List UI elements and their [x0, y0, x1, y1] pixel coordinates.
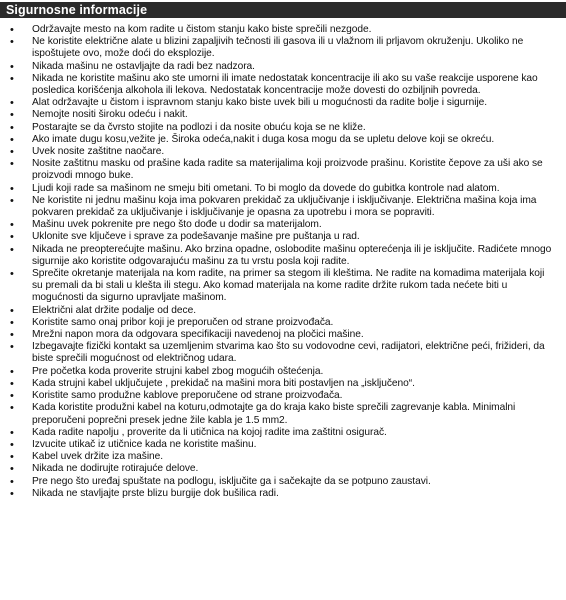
safety-item-text: Nosite zaštitnu masku od prašine kada radite sa materijalima koji proizvode prašinu. Koristite čepove za uši ako se proizvodi mnogo buke.: [32, 158, 543, 182]
safety-item-text: Sprečite okretanje materijala na kom radite, na primer sa stegom ili kleštima. Ne radite na komadima materijala koji su premali da bi stali u klešta ili stegu. Ako komad materijala na kome radite držite rukom tada nećete biti u mogućnosti da sigurno upravljate mašinom.: [32, 268, 545, 304]
safety-item-text: Ne koristite ni jednu mašinu koja ima pokvaren prekidač za uključivanje i isključivanje. Električna mašina koja ima pokvaren prekidač za uključivanje i isključivanje je opasna za upotrebu i mora se popraviti.: [32, 194, 537, 219]
bullet-icon: •: [10, 109, 14, 122]
safety-item-text: Nikada mašinu ne ostavljajte da radi bez nadzora.: [32, 60, 255, 72]
safety-item-text: Nemojte nositi široku odeću i nakit.: [32, 109, 188, 121]
safety-item-text: Kabel uvek držite iza mašine.: [32, 451, 164, 463]
safety-item-text: Uklonite sve ključeve i sprave za podešavanje mašine pre puštanja u rad.: [32, 231, 360, 243]
safety-list-item: [0, 231, 566, 243]
safety-item-text: Nikada ne stavljajte prste blizu burgije dok bušilica radi.: [32, 487, 279, 499]
safety-list-item: [0, 61, 566, 73]
safety-list-item: [0, 390, 566, 402]
bullet-icon: •: [10, 121, 14, 134]
safety-list-item: [0, 317, 566, 329]
safety-item-text: Uvek nosite zaštitne naočare.: [32, 146, 165, 158]
bullet-icon: •: [10, 304, 14, 317]
safety-item-text: Kada radite napolju , proverite da li utičnica na kojoj radite ima zaštitni osigurač.: [32, 426, 387, 438]
bullet-icon: •: [10, 219, 14, 232]
bullet-icon: •: [10, 97, 14, 110]
safety-list-item: [0, 366, 566, 378]
safety-instructions-list: [0, 24, 566, 500]
safety-list-item: [0, 341, 566, 365]
safety-list-item: [0, 146, 566, 158]
bullet-icon: •: [10, 60, 14, 73]
safety-item-text: Mašinu uvek pokrenite pre nego što dođe u dodir sa materijalom.: [32, 219, 322, 231]
safety-item-text: Koristite samo onaj pribor koji je preporučen od strane proizvođača.: [32, 316, 334, 328]
safety-list-item: [0, 36, 566, 60]
bullet-icon: •: [10, 402, 14, 415]
safety-list-item: [0, 488, 566, 500]
safety-list-item: [0, 244, 566, 268]
safety-list-item: [0, 329, 566, 341]
bullet-icon: •: [10, 146, 14, 159]
safety-item-text: Koristite samo produžne kablove preporučene od strane proizvođača.: [32, 390, 343, 402]
bullet-icon: •: [10, 426, 14, 439]
safety-item-text: Električni alat držite podalje od dece.: [32, 304, 196, 316]
bullet-icon: •: [10, 72, 14, 85]
safety-list-item: [0, 122, 566, 134]
bullet-icon: •: [10, 475, 14, 488]
safety-item-text: Izbegavajte fizički kontakt sa uzemljenim stvarima kao što su vodovodne cevi, radijatori, električne peći, frižideri, da biste sprečili mogućnost od električnog udara.: [32, 341, 545, 365]
safety-item-text: Mrežni napon mora da odgovara specifikaciji navedenoj na pločici mašine.: [32, 329, 364, 341]
bullet-icon: •: [10, 158, 14, 171]
safety-list-item: [0, 134, 566, 146]
safety-item-text: Postarajte se da čvrsto stojite na podlozi i da nosite obuću koja se ne kliže.: [32, 121, 366, 133]
safety-item-text: Nikada ne koristite mašinu ako ste umorni ili imate nedostatak koncentracije ili ako su vaše reakcije usporene kao posledica korišćenja alkohola ili lekova. Nedostatak koncentracije može dovesti do ozbiljnih povreda.: [32, 72, 538, 97]
section-title: Sigurnosne informacije: [6, 3, 148, 17]
safety-item-text: Kada koristite produžni kabel na koturu,odmotajte ga do kraja kako biste sprečili zagrevanje kabla. Minimalni preporučeni poprečni presek jedne žile kabla je 1.5 mm2.: [32, 402, 516, 426]
safety-item-text: Alat održavajte u čistom i ispravnom stanju kako biste uvek bili u mogućnosti da radite bolje i sigurnije.: [32, 97, 488, 109]
safety-item-text: Održavajte mesto na kom radite u čistom stanju kako biste sprečili nezgode.: [32, 24, 372, 35]
safety-list-item: [0, 97, 566, 109]
safety-list-item: [0, 463, 566, 475]
bullet-icon: •: [10, 463, 14, 476]
section-header-bar: [0, 2, 566, 18]
bullet-icon: •: [10, 377, 14, 390]
bullet-icon: •: [10, 24, 14, 36]
safety-item-text: Nikada ne preopterećujte mašinu. Ako brzina opadne, oslobodite mašinu opterećenja ili je isključite. Radićete mnogo sigurnije ako koristite odgovarajuću mašinu za tu vrstu posla koji radite.: [32, 243, 552, 267]
safety-list-item: [0, 439, 566, 451]
safety-item-text: Kada strujni kabel uključujete , prekidač na mašini mora biti postavljen na „isključeno“.: [32, 377, 415, 389]
safety-list-item: [0, 427, 566, 439]
bullet-icon: •: [10, 268, 14, 281]
bullet-icon: •: [10, 390, 14, 403]
bullet-icon: •: [10, 365, 14, 378]
safety-list-item: [0, 195, 566, 219]
bullet-icon: •: [10, 36, 14, 49]
safety-list-item: [0, 402, 566, 426]
safety-list-item: [0, 158, 566, 182]
bullet-icon: •: [10, 341, 14, 354]
safety-list-item: [0, 378, 566, 390]
bullet-icon: •: [10, 487, 14, 500]
safety-list-item: [0, 73, 566, 97]
bullet-icon: •: [10, 243, 14, 256]
safety-list-item: [0, 476, 566, 488]
safety-item-text: Ako imate dugu kosu,vežite je. Široka odeća,nakit i duga kosa mogu da se upletu delove koji se okreću.: [32, 133, 495, 145]
safety-list-item: [0, 268, 566, 305]
safety-item-text: Pre početka koda proverite strujni kabel zbog mogućih oštećenja.: [32, 365, 324, 377]
safety-item-text: Pre nego što uređaj spuštate na podlogu, isključite ga i sačekajte da se potpuno zaustavi.: [32, 475, 431, 487]
safety-list-item: [0, 451, 566, 463]
bullet-icon: •: [10, 182, 14, 195]
bullet-icon: •: [10, 451, 14, 464]
bullet-icon: •: [10, 194, 14, 207]
bullet-icon: •: [10, 133, 14, 146]
safety-list-item: [0, 219, 566, 231]
safety-item-text: Nikada ne dodirujte rotirajuće delove.: [32, 463, 199, 475]
bullet-icon: •: [10, 438, 14, 451]
safety-list-item: [0, 109, 566, 121]
safety-item-text: Ljudi koji rade sa mašinom ne smeju biti ometani. To bi moglo da dovede do gubitka kontrole nad alatom.: [32, 182, 500, 194]
bullet-icon: •: [10, 316, 14, 329]
safety-item-text: Izvucite utikač iz utičnice kada ne koristite mašinu.: [32, 438, 257, 450]
safety-list-item: [0, 305, 566, 317]
bullet-icon: •: [10, 231, 14, 244]
safety-item-text: Ne koristite električne alate u blizini zapaljivih tečnosti ili gasova ili u vlažnom ili prljavom okruženju. Ukoliko ne ispoštujete ovo, može doći do eksplozije.: [32, 36, 524, 60]
bullet-icon: •: [10, 329, 14, 342]
safety-list-item: [0, 183, 566, 195]
safety-list-item: [0, 24, 566, 36]
